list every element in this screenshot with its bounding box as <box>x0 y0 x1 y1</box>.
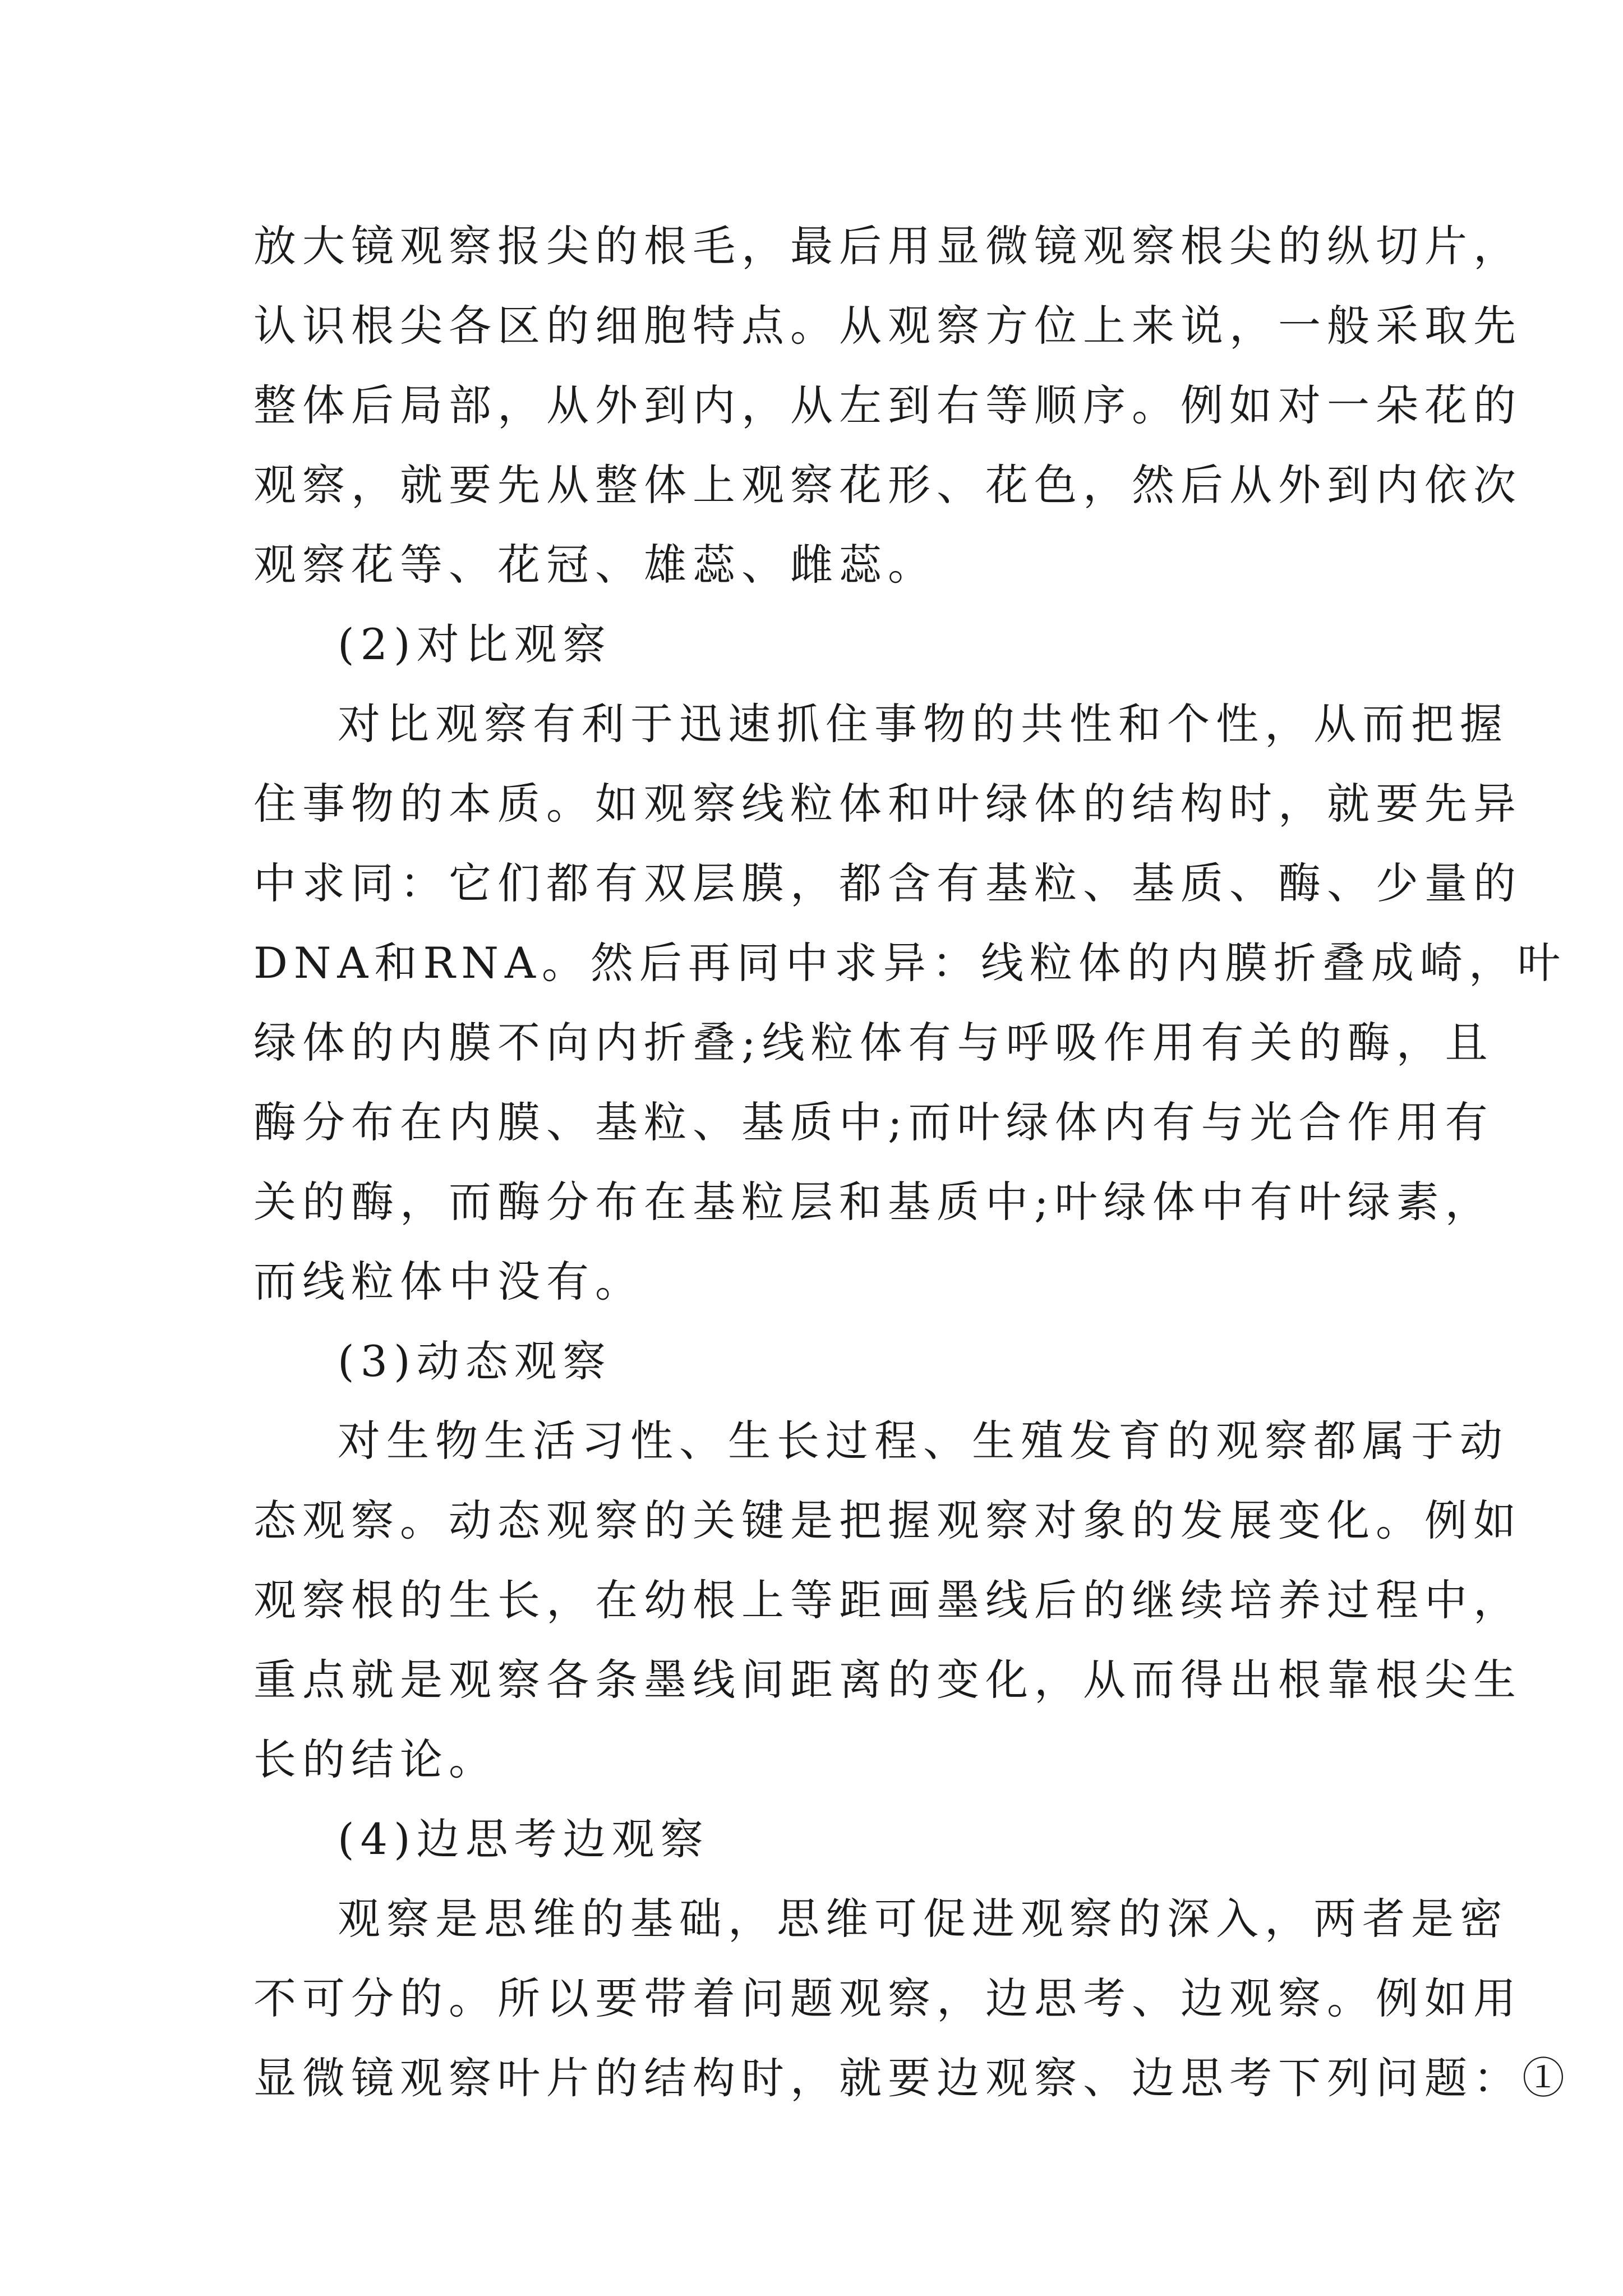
text-line: 关的酶，而酶分布在基粒层和基质中;叶绿体中有叶绿素， <box>253 1177 1494 1227</box>
text-line: 不可分的。所以要带着问题观察，边思考、边观察。例如用 <box>253 1973 1522 2023</box>
text-line: DNA和RNA。然后再同中求异：线粒体的内膜折叠成崎，叶 <box>253 938 1566 988</box>
text-line: 酶分布在内膜、基粒、基质中;而叶绿体内有与光合作用有 <box>253 1097 1494 1147</box>
text-line: 住事物的本质。如观察线粒体和叶绿体的结构时，就要先异 <box>253 779 1522 829</box>
text-line: 放大镜观察报尖的根毛，最后用显微镜观察根尖的纵切片， <box>253 221 1522 271</box>
text-line: 中求同：它们都有双层膜，都含有基粒、基质、酶、少量的 <box>253 858 1522 908</box>
text-line: 对生物生活习性、生长过程、生殖发育的观察都属于动 <box>338 1416 1509 1466</box>
text-line: 观察花等、花冠、雄蕊、雌蕊。 <box>253 540 937 590</box>
text-line: 认识根尖各区的细胞特点。从观察方位上来说，一般采取先 <box>253 301 1522 351</box>
section-heading: (2)对比观察 <box>338 619 612 669</box>
text-line: 而线粒体中没有。 <box>253 1257 644 1306</box>
text-line: 对比观察有利于迅速抓住事物的共性和个性，从而把握 <box>338 699 1509 749</box>
section-heading: (3)动态观察 <box>338 1336 612 1386</box>
text-line: 整体后局部，从外到内，从左到右等顺序。例如对一朵花的 <box>253 380 1522 430</box>
text-line: 观察是思维的基础，思维可促进观察的深入，两者是密 <box>338 1894 1509 1944</box>
text-line: 显微镜观察叶片的结构时，就要边观察、边思考下列问题：① <box>253 2053 1571 2103</box>
body-text <box>253 206 1571 2118</box>
text-line: 态观察。动态观察的关键是把握观察对象的发展变化。例如 <box>253 1496 1522 1545</box>
text-line: 观察根的生长，在幼根上等距画墨线后的继续培养过程中， <box>253 1575 1522 1625</box>
text-line: 长的结论。 <box>253 1734 497 1784</box>
text-line: 绿体的内膜不向内折叠;线粒体有与呼吸作用有关的酶，且 <box>253 1018 1494 1068</box>
text-line: 观察，就要先从整体上观察花形、花色，然后从外到内依次 <box>253 460 1522 510</box>
section-heading: (4)边思考边观察 <box>338 1814 709 1864</box>
text-line: 重点就是观察各条墨线间距离的变化，从而得出根靠根尖生 <box>253 1655 1522 1705</box>
